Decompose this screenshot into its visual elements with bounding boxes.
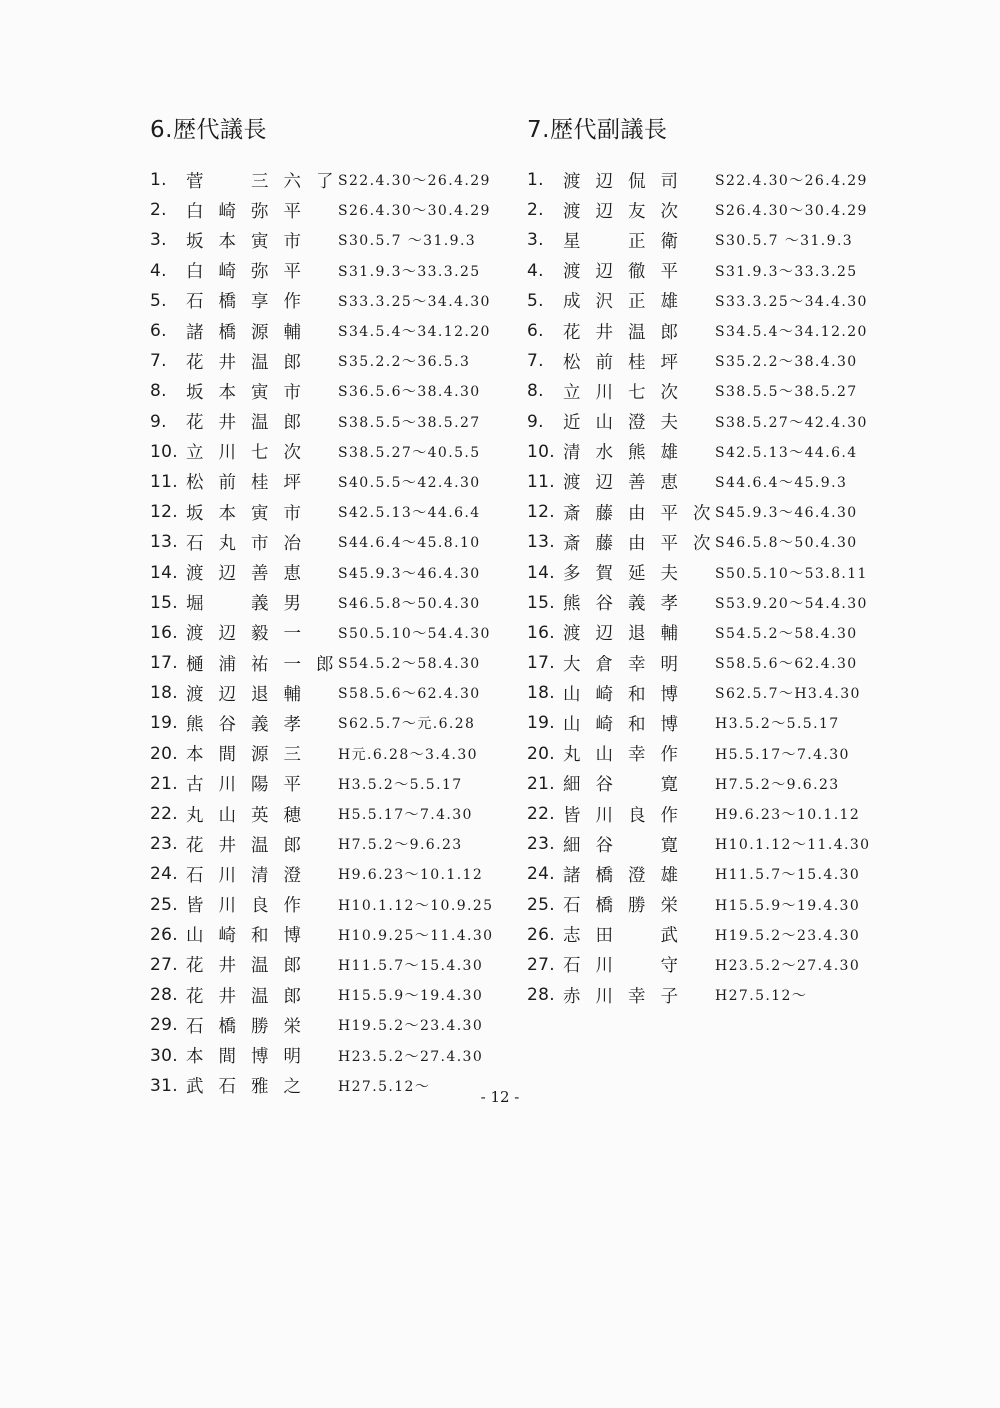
row-number: 3. [527, 230, 544, 251]
row-term: S40.5.5～42.4.30 [338, 474, 481, 491]
row-term: S36.5.6～38.4.30 [338, 384, 481, 401]
chairs-row [150, 708, 493, 738]
row-term: S42.5.13～44.6.4 [715, 444, 858, 461]
row-term: H3.5.2～5.5.17 [338, 776, 463, 793]
row-term: S30.5.7 ～31.9.3 [715, 233, 854, 250]
vice-chairs-row [527, 225, 870, 255]
row-number: 13. [150, 532, 178, 553]
row-number: 8. [150, 381, 167, 402]
row-number: 27. [150, 954, 178, 975]
row-name: 成沢正雄 [563, 292, 693, 313]
row-term: S62.5.7～元.6.28 [338, 716, 476, 733]
row-term: H9.6.23～10.1.12 [338, 867, 484, 884]
chairs-row [150, 829, 493, 859]
row-term: S31.9.3～33.3.25 [338, 263, 481, 280]
row-number: 14. [527, 562, 555, 583]
row-term: S33.3.25～34.4.30 [338, 293, 491, 310]
vice-chairs-list [527, 165, 870, 1010]
vice-chairs-row [527, 195, 870, 225]
row-name: 斎藤由平次 [563, 533, 726, 554]
chairs-row [150, 648, 493, 678]
row-term: S44.6.4～45.8.10 [338, 535, 481, 552]
row-name: 大倉幸明 [563, 654, 693, 675]
row-term: S34.5.4～34.12.20 [338, 324, 491, 341]
row-number: 30. [150, 1045, 178, 1066]
vice-chairs-row [527, 407, 870, 437]
row-term: H10.1.12～11.4.30 [715, 837, 871, 854]
row-name: 立川七次 [563, 382, 693, 403]
row-name: 丸山幸作 [563, 745, 693, 766]
chairs-row [150, 769, 493, 799]
chairs-row [150, 286, 493, 316]
row-term: S50.5.10～53.8.11 [715, 565, 868, 582]
row-number: 15. [527, 592, 555, 613]
row-number: 10. [150, 441, 178, 462]
row-number: 1. [150, 170, 167, 191]
row-number: 26. [150, 924, 178, 945]
row-number: 24. [150, 864, 178, 885]
chairs-row [150, 588, 493, 618]
row-number: 2. [150, 200, 167, 221]
row-name: 渡辺侃司 [563, 171, 693, 192]
row-name: 花井温郎 [186, 986, 316, 1007]
chairs-row [150, 890, 493, 920]
row-term: S38.5.27～40.5.5 [338, 444, 481, 461]
row-name: 坂本寅市 [186, 382, 316, 403]
vice-chairs-row [527, 256, 870, 286]
row-name: 皆川良作 [186, 896, 316, 917]
row-term: H19.5.2～23.4.30 [715, 927, 861, 944]
row-number: 6. [527, 321, 544, 342]
row-number: 5. [150, 290, 167, 311]
row-name: 熊谷義孝 [186, 714, 316, 735]
row-name: 石川 守 [563, 956, 693, 977]
vice-chairs-row [527, 497, 870, 527]
row-name: 熊谷義孝 [563, 594, 693, 615]
row-number: 22. [527, 804, 555, 825]
chairs-row [150, 195, 493, 225]
row-name: 斎藤由平次 [563, 503, 726, 524]
row-name: 諸橋澄雄 [563, 865, 693, 886]
chairs-row [150, 618, 493, 648]
chairs-row [150, 950, 493, 980]
row-name: 白崎弥平 [186, 201, 316, 222]
row-number: 25. [527, 894, 555, 915]
row-term: H11.5.7～15.4.30 [338, 957, 484, 974]
row-term: H11.5.7～15.4.30 [715, 867, 861, 884]
row-term: S42.5.13～44.6.4 [338, 505, 481, 522]
row-number: 24. [527, 864, 555, 885]
row-name: 坂本寅市 [186, 231, 316, 252]
row-term: H15.5.9～19.4.30 [715, 897, 861, 914]
chairs-row [150, 859, 493, 889]
chairs-section [150, 112, 493, 1101]
row-number: 8. [527, 381, 544, 402]
row-number: 20. [150, 743, 178, 764]
chairs-row [150, 527, 493, 557]
row-term: S31.9.3～33.3.25 [715, 263, 858, 280]
row-name: 花井温郎 [563, 322, 693, 343]
row-number: 2. [527, 200, 544, 221]
row-number: 7. [527, 351, 544, 372]
row-number: 15. [150, 592, 178, 613]
row-number: 18. [150, 683, 178, 704]
row-name: 松前桂坪 [563, 352, 693, 373]
row-name: 渡辺善恵 [186, 564, 316, 585]
row-name: 渡辺毅一 [186, 624, 316, 645]
row-term: S26.4.30～30.4.29 [715, 203, 868, 220]
row-number: 7. [150, 351, 167, 372]
row-name: 石丸市冶 [186, 533, 316, 554]
row-term: S46.5.8～50.4.30 [715, 535, 858, 552]
row-number: 26. [527, 924, 555, 945]
row-number: 23. [527, 834, 555, 855]
row-name: 松前桂坪 [186, 473, 316, 494]
chairs-row [150, 376, 493, 406]
vice-chairs-row [527, 165, 870, 195]
row-term: S45.9.3～46.4.30 [715, 505, 858, 522]
row-term: S58.5.6～62.4.30 [338, 686, 481, 703]
row-term: S44.6.4～45.9.3 [715, 474, 848, 491]
row-number: 9. [150, 411, 167, 432]
vice-chairs-row [527, 346, 870, 376]
chairs-row [150, 256, 493, 286]
row-number: 12. [527, 502, 555, 523]
chairs-row [150, 437, 493, 467]
row-term: S35.2.2～38.4.30 [715, 354, 858, 371]
chairs-row [150, 316, 493, 346]
row-name: 石橋享作 [186, 292, 316, 313]
row-term: H27.5.12～ [338, 1078, 431, 1095]
row-term: H元.6.28～3.4.30 [338, 746, 478, 763]
row-name: 山崎和博 [186, 926, 316, 947]
vice-chairs-section [527, 112, 870, 1010]
vice-chairs-row [527, 648, 870, 678]
page-number: - 12 - [480, 1088, 520, 1106]
chairs-row [150, 346, 493, 376]
row-term: H5.5.17～7.4.30 [338, 807, 473, 824]
row-term: H19.5.2～23.4.30 [338, 1018, 484, 1035]
vice-chairs-row [527, 286, 870, 316]
row-term: S22.4.30～26.4.29 [715, 173, 868, 190]
vice-chairs-row [527, 769, 870, 799]
row-number: 12. [150, 502, 178, 523]
chairs-row [150, 467, 493, 497]
row-term: S62.5.7～H3.4.30 [715, 686, 861, 703]
vice-chairs-row [527, 437, 870, 467]
vice-chairs-row [527, 859, 870, 889]
chairs-row [150, 1040, 493, 1070]
row-name: 樋浦祐一郎 [186, 654, 349, 675]
row-term: S38.5.5～38.5.27 [338, 414, 481, 431]
row-number: 11. [150, 471, 178, 492]
row-number: 6. [150, 321, 167, 342]
row-name: 坂本寅市 [186, 503, 316, 524]
row-term: S53.9.20～54.4.30 [715, 595, 868, 612]
vice-chairs-row [527, 467, 870, 497]
vice-chairs-row [527, 618, 870, 648]
row-name: 武石雅之 [186, 1077, 316, 1098]
row-number: 1. [527, 170, 544, 191]
row-number: 23. [150, 834, 178, 855]
row-term: S34.5.4～34.12.20 [715, 324, 868, 341]
row-number: 17. [527, 653, 555, 674]
chairs-row [150, 165, 493, 195]
row-name: 渡辺退輔 [563, 624, 693, 645]
row-number: 14. [150, 562, 178, 583]
row-number: 19. [527, 713, 555, 734]
chairs-row [150, 497, 493, 527]
row-name: 花井温郎 [186, 413, 316, 434]
vice-chairs-heading: 7.歴代副議長 [527, 117, 668, 143]
row-number: 21. [150, 773, 178, 794]
vice-chairs-row [527, 739, 870, 769]
row-term: S45.9.3～46.4.30 [338, 565, 481, 582]
row-name: 石川清澄 [186, 865, 316, 886]
vice-chairs-row [527, 829, 870, 859]
row-name: 細谷 寛 [563, 835, 693, 856]
row-name: 白崎弥平 [186, 262, 316, 283]
vice-chairs-row [527, 920, 870, 950]
row-number: 29. [150, 1015, 178, 1036]
row-term: S26.4.30～30.4.29 [338, 203, 491, 220]
row-name: 石橋勝栄 [186, 1016, 316, 1037]
row-term: S46.5.8～50.4.30 [338, 595, 481, 612]
row-name: 近山澄夫 [563, 413, 693, 434]
row-number: 9. [527, 411, 544, 432]
row-term: H7.5.2～9.6.23 [715, 776, 840, 793]
row-name: 山崎和博 [563, 684, 693, 705]
row-number: 18. [527, 683, 555, 704]
row-term: H27.5.12～ [715, 988, 808, 1005]
row-term: H23.5.2～27.4.30 [338, 1048, 484, 1065]
row-number: 21. [527, 773, 555, 794]
row-term: S58.5.6～62.4.30 [715, 656, 858, 673]
row-term: S22.4.30～26.4.29 [338, 173, 491, 190]
vice-chairs-row [527, 316, 870, 346]
vice-chairs-row [527, 527, 870, 557]
row-term: S35.2.2～36.5.3 [338, 354, 471, 371]
row-name: 諸橋源輔 [186, 322, 316, 343]
row-number: 4. [150, 260, 167, 281]
row-name: 皆川良作 [563, 805, 693, 826]
chairs-row [150, 1010, 493, 1040]
row-name: 多賀延夫 [563, 564, 693, 585]
vice-chairs-row [527, 678, 870, 708]
vice-chairs-row [527, 376, 870, 406]
row-term: H9.6.23～10.1.12 [715, 807, 861, 824]
vice-chairs-row [527, 588, 870, 618]
vice-chairs-row [527, 980, 870, 1010]
row-name: 渡辺徹平 [563, 262, 693, 283]
row-number: 28. [150, 985, 178, 1006]
row-number: 25. [150, 894, 178, 915]
row-number: 4. [527, 260, 544, 281]
row-term: S54.5.2～58.4.30 [338, 656, 481, 673]
row-name: 立川七次 [186, 443, 316, 464]
chairs-row [150, 980, 493, 1010]
row-name: 花井温郎 [186, 956, 316, 977]
row-name: 堀 義男 [186, 594, 316, 615]
row-term: H10.9.25～11.4.30 [338, 927, 494, 944]
row-term: H10.1.12～10.9.25 [338, 897, 494, 914]
row-name: 古川陽平 [186, 775, 316, 796]
vice-chairs-row [527, 708, 870, 738]
chairs-row [150, 678, 493, 708]
row-name: 菅 三六了 [186, 171, 349, 192]
row-name: 花井温郎 [186, 352, 316, 373]
vice-chairs-row [527, 557, 870, 587]
row-name: 花井温郎 [186, 835, 316, 856]
row-name: 渡辺善恵 [563, 473, 693, 494]
chairs-row [150, 739, 493, 769]
chairs-row [150, 920, 493, 950]
row-number: 5. [527, 290, 544, 311]
row-number: 13. [527, 532, 555, 553]
row-term: S54.5.2～58.4.30 [715, 625, 858, 642]
row-term: H7.5.2～9.6.23 [338, 837, 463, 854]
chairs-heading: 6.歴代議長 [150, 117, 267, 143]
row-name: 星 正衛 [563, 231, 693, 252]
row-name: 丸山英穂 [186, 805, 316, 826]
row-number: 27. [527, 954, 555, 975]
row-name: 石橋勝栄 [563, 896, 693, 917]
row-term: S33.3.25～34.4.30 [715, 293, 868, 310]
row-number: 28. [527, 985, 555, 1006]
chairs-list [150, 165, 493, 1101]
row-number: 31. [150, 1075, 178, 1096]
row-number: 19. [150, 713, 178, 734]
row-term: S30.5.7 ～31.9.3 [338, 233, 477, 250]
row-number: 3. [150, 230, 167, 251]
row-name: 本間源三 [186, 745, 316, 766]
vice-chairs-row [527, 890, 870, 920]
row-name: 本間博明 [186, 1047, 316, 1068]
row-number: 16. [527, 622, 555, 643]
row-name: 細谷 寛 [563, 775, 693, 796]
row-number: 22. [150, 804, 178, 825]
row-name: 清水熊雄 [563, 443, 693, 464]
row-number: 10. [527, 441, 555, 462]
row-name: 志田 武 [563, 926, 693, 947]
row-term: S38.5.5～38.5.27 [715, 384, 858, 401]
row-name: 渡辺友次 [563, 201, 693, 222]
row-number: 16. [150, 622, 178, 643]
row-name: 赤川幸子 [563, 986, 693, 1007]
row-term: H15.5.9～19.4.30 [338, 988, 484, 1005]
row-number: 11. [527, 471, 555, 492]
row-term: H5.5.17～7.4.30 [715, 746, 850, 763]
chairs-row [150, 225, 493, 255]
row-name: 渡辺退輔 [186, 684, 316, 705]
chairs-row [150, 557, 493, 587]
row-term: H3.5.2～5.5.17 [715, 716, 840, 733]
row-term: S50.5.10～54.4.30 [338, 625, 491, 642]
row-name: 山崎和博 [563, 714, 693, 735]
chairs-row [150, 407, 493, 437]
vice-chairs-row [527, 799, 870, 829]
row-number: 17. [150, 653, 178, 674]
row-term: S38.5.27～42.4.30 [715, 414, 868, 431]
vice-chairs-row [527, 950, 870, 980]
row-term: H23.5.2～27.4.30 [715, 957, 861, 974]
row-number: 20. [527, 743, 555, 764]
chairs-row [150, 799, 493, 829]
